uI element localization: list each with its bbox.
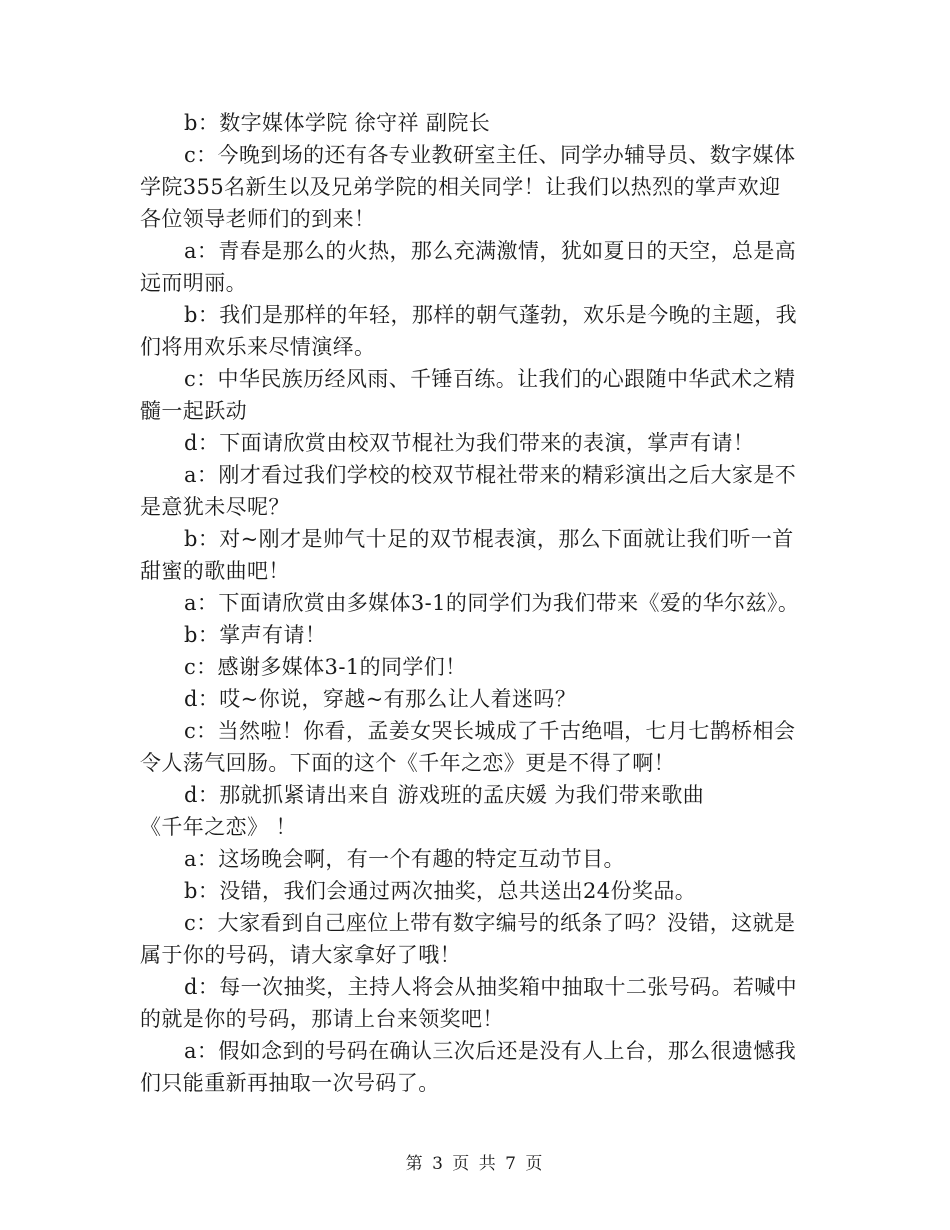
paragraph-continuation-line: 令人荡气回肠。下面的这个《千年之恋》更是不得了啊！ (140, 751, 675, 775)
paragraph-start-line: b：没错，我们会通过两次抽奖，总共送出24份奖品。 (184, 879, 697, 903)
paragraph-start-line: a：下面请欣赏由多媒体3-1的同学们为我们带来《爱的华尔兹》。 (184, 591, 800, 615)
paragraph-start-line: c：中华民族历经风雨、千锤百练。让我们的心跟随中华武术之精 (184, 367, 796, 391)
paragraph-start-line: b：我们是那样的年轻，那样的朝气蓬勃，欢乐是今晚的主题，我 (184, 303, 798, 327)
paragraph-continuation-line: 属于你的号码，请大家拿好了哦！ (140, 943, 461, 967)
paragraph-continuation-line: 学院355名新生以及兄弟学院的相关同学！让我们以热烈的掌声欢迎 (140, 175, 781, 199)
paragraph-start-line: d：那就抓紧请出来自 游戏班的孟庆媛 为我们带来歌曲 (184, 783, 705, 807)
paragraph-start-line: b：掌声有请！ (184, 623, 327, 647)
paragraph-start-line: d：下面请欣赏由校双节棍社为我们带来的表演，掌声有请！ (184, 431, 755, 455)
paragraph-continuation-line: 的就是你的号码，那请上台来领奖吧！ (140, 1007, 504, 1031)
paragraph-start-line: c：大家看到自己座位上带有数字编号的纸条了吗？没错，这就是 (184, 911, 796, 935)
paragraph-start-line: a：刚才看过我们学校的校双节棍社带来的精彩演出之后大家是不 (184, 463, 797, 487)
paragraph-continuation-line: 甜蜜的歌曲吧！ (140, 559, 290, 583)
paragraph-start-line: c：感谢多媒体3-1的同学们！ (184, 655, 467, 679)
document-body (140, 107, 812, 1099)
paragraph-start-line: b：数字媒体学院 徐守祥 副院长 (184, 111, 491, 135)
paragraph-start-line: d：每一次抽奖，主持人将会从抽奖箱中抽取十二张号码。若喊中 (184, 975, 798, 999)
paragraph-start-line: b：对~刚才是帅气十足的双节棍表演，那么下面就让我们听一首 (184, 527, 794, 551)
paragraph-start-line: d：哎~你说，穿越~有那么让人着迷吗？ (184, 687, 577, 711)
paragraph-continuation-line: 们只能重新再抽取一次号码了。 (140, 1071, 440, 1095)
paragraph-start-line: c：今晚到场的还有各专业教研室主任、同学办辅导员、数字媒体 (184, 143, 796, 167)
paragraph-continuation-line: 髓一起跃动 (140, 399, 247, 423)
paragraph-continuation-line: 《千年之恋》 ！ (140, 815, 297, 839)
page-number: 第 3 页 共 7 页 (405, 1154, 545, 1174)
paragraph-continuation-line: 各位领导老师们的到来！ (140, 207, 376, 231)
paragraph-continuation-line: 是意犹未尽呢？ (140, 495, 290, 519)
paragraph-start-line: c：当然啦！你看，孟姜女哭长城成了千古绝唱，七月七鹊桥相会 (184, 719, 796, 743)
paragraph-continuation-line: 们将用欢乐来尽情演绎。 (140, 335, 376, 359)
paragraph-start-line: a：青春是那么的火热，那么充满激情，犹如夏日的天空，总是高 (184, 239, 797, 263)
paragraph-start-line: a：这场晚会啊，有一个有趣的特定互动节目。 (184, 847, 625, 871)
paragraph-start-line: a：假如念到的号码在确认三次后还是没有人上台，那么很遗憾我 (184, 1039, 797, 1063)
paragraph-continuation-line: 远而明丽。 (140, 271, 247, 295)
